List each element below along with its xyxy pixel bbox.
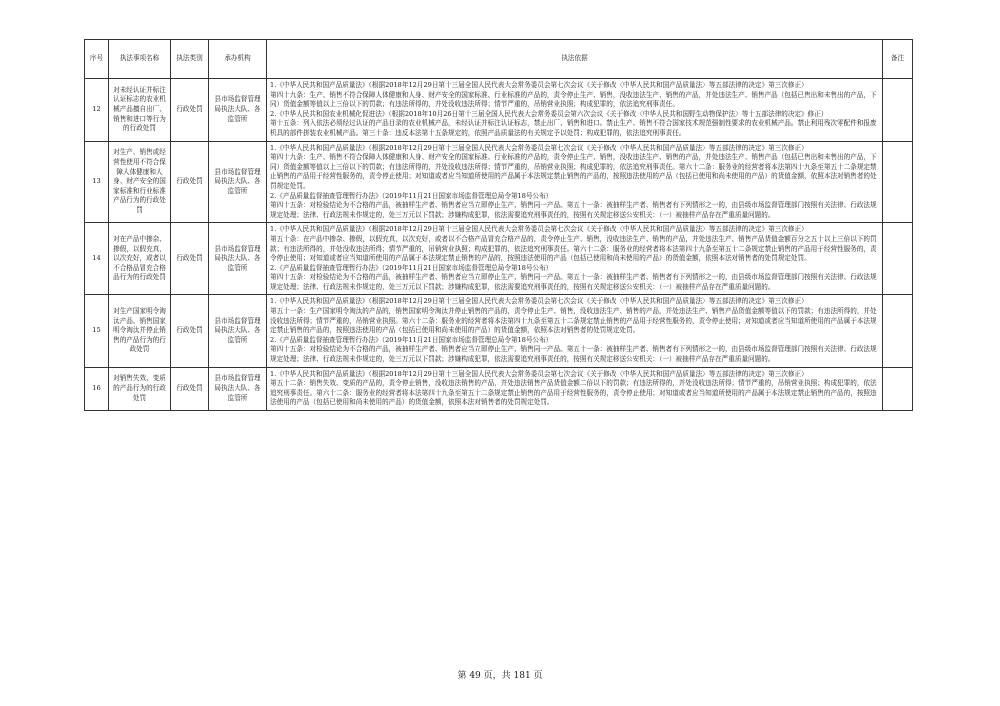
legal-basis [267,141,883,223]
handling-agency: 县市场监督管理局执法大队、各监管所 [209,79,267,142]
basis-paragraph: 第五十二条：销售失效、变质的产品的，责令停止销售，没收违法销售的产品，并处违法销售产品货值金额二倍以下的罚款；有违法所得的，并处没收违法所得；情节严重的，吊销营业执照；构成犯罪的，依法追究刑事责任。第六十二条：服务业的经营者将本法第四十九条至第五十二条规定禁止销售的产品用于经营性服务的，责令停止使用；对知道或者应当知道所使用的产品属于本法规定禁止销售的产品的，按照违法使用的产品（包括已使用和尚未使用的产品）的货值金额，依照本法对销售者的处罚规定处罚。 [270,379,877,407]
row-number: 12 [85,79,109,142]
row-number: 14 [85,223,109,295]
row-number: 16 [85,367,109,410]
enforcement-category: 行政处罚 [171,141,209,223]
note-cell [883,79,913,142]
legal-basis [267,295,883,367]
handling-agency: 县市场监督管理局执法大队、各监管所 [209,141,267,223]
col-header-no: 序号 [85,40,109,79]
handling-agency: 县市场监督管理局执法大队、各监管所 [209,367,267,410]
table-row [85,79,913,142]
item-name: 对生产国家明令淘汰产品、销售国家明令淘汰并停止销售的产品行为的行政处罚 [109,295,171,367]
note-cell [883,295,913,367]
item-name: 对销售失效、变质的产品行为的行政处罚 [109,367,171,410]
enforcement-category: 行政处罚 [171,223,209,295]
basis-paragraph: 2.《产品质量监督抽查管理暂行办法》（2019年11月21日国家市场监督管理总局令第18号公布） [270,191,553,200]
basis-paragraph: 1.《中华人民共和国产品质量法》（根据2018年12月29日第十三届全国人民代表大会常务委员会第七次会议《关于修改〈中华人民共和国产品质量法〉等五部法律的决定》第三次修正） [270,143,808,152]
basis-paragraph: 1.《中华人民共和国产品质量法》（根据2018年12月29日第十三届全国人民代表大会常务委员会第七次会议《关于修改〈中华人民共和国产品质量法〉等五部法律的决定》第三次修正） [270,297,808,306]
basis-paragraph: 1.《中华人民共和国产品质量法》（根据2018年12月29日第十三届全国人民代表大会常务委员会第七次会议《关于修改〈中华人民共和国产品质量法〉等五部法律的决定》第三次修正） [270,369,808,378]
basis-paragraph: 第四十五条：对检验结论为不合格的产品，被抽样生产者、销售者应当立即停止生产、销售同一产品。第五十一条：被抽样生产者、销售者有下列情形之一的，由县级市场监督管理部门按照有关法律、行政法规规定处理；法律、行政法规未作规定的，处三万元以下罚款；涉嫌构成犯罪，依法需要追究刑事责任的，按照有关规定移送公安机关：（一）被抽样产品存在严重质量问题的。 [270,273,877,291]
basis-paragraph: 第五十一条：生产国家明令淘汰的产品的，销售国家明令淘汰并停止销售的产品的，责令停止生产、销售，没收违法生产、销售的产品，并处违法生产、销售产品货值金额等值以下的罚款；有违法所得的，并处没收违法所得；情节严重的，吊销营业执照。第六十二条：服务业的经营者将本法第四十九条至第五十二条规定禁止销售的产品用于经营性服务的，责令停止使用；对知道或者应当知道所使用的产品属于本法规定禁止销售的产品的，按照违法使用的产品（包括已使用和尚未使用的产品）的货值金额，依照本法对销售者的处罚规定处罚。 [270,307,877,335]
table-row [85,367,913,410]
header-row [85,40,913,79]
row-number: 13 [85,141,109,223]
legal-basis [267,79,883,142]
note-cell [883,141,913,223]
item-name: 对未经认证并标注认证标志的农业机械产品擅自出厂、销售和进口等行为的行政处罚 [109,79,171,142]
basis-paragraph: 第十五条：列入依法必须经过认证的产品目录的农业机械产品，未经认证并标注认证标志，禁止出厂、销售和进口。禁止生产、销售不符合国家技术规范强制性要求的农业机械产品。禁止利用残次零配件和报废机具的部件拼装农业机械产品。第三十条：违反本法第十五条规定的，依照产品质量法的有关规定予以处罚；构成犯罪的，依法追究刑事责任。 [270,119,877,137]
col-header-category: 执法类别 [171,40,209,79]
col-header-item-name: 执法事项名称 [109,40,171,79]
enforcement-category: 行政处罚 [171,79,209,142]
basis-paragraph: 第四十九条：生产、销售不符合保障人体健康和人身、财产安全的国家标准、行业标准的产品的，责令停止生产、销售，没收违法生产、销售的产品，并处违法生产、销售产品（包括已售出和未售出的产品，下同）货值金额等值以上三倍以下的罚款；有违法所得的，并处没收违法所得；情节严重的，吊销营业执照；构成犯罪的，依法追究刑事责任。 [270,90,877,109]
table-row [85,223,913,295]
table-row [85,295,913,367]
note-cell [883,367,913,410]
basis-paragraph: 第五十条：在产品中掺杂、掺假，以假充真，以次充好，或者以不合格产品冒充合格产品的，责令停止生产、销售，没收违法生产、销售的产品，并处违法生产、销售产品货值金额百分之五十以上三倍以下的罚款；有违法所得的，并处没收违法所得；情节严重的，吊销营业执照；构成犯罪的，依法追究刑事责任。第六十二条：服务业的经营者将本法第四十九条至第五十二条规定禁止销售的产品用于经营性服务的，责令停止使用；对知道或者应当知道所使用的产品属于本法规定禁止销售的产品的，按照违法使用的产品（包括已使用和尚未使用的产品）的货值金额，依照本法对销售者的处罚规定处罚。 [270,234,877,263]
item-name: 对生产、销售或经营性使用不符合保障人体健康和人身、财产安全的国家标准和行业标准产品行为的行政处罚 [109,141,171,223]
legal-basis [267,223,883,295]
enforcement-category: 行政处罚 [171,367,209,410]
basis-paragraph: 1.《中华人民共和国产品质量法》（根据2018年12月29日第十三届全国人民代表大会常务委员会第七次会议《关于修改〈中华人民共和国产品质量法〉等五部法律的决定》第三次修正） [270,225,808,234]
basis-paragraph: 2.《产品质量监督抽查管理暂行办法》（2019年11月21日国家市场监督管理总局令第18号公布） [270,263,553,272]
basis-paragraph: 2.《中华人民共和国农业机械化促进法》（根据2018年10月26日第十三届全国人民代表大会常务委员会第六次会议《关于修改〈中华人民共和国野生动物保护法〉等十五部法律的决定》修正） [270,109,828,118]
handling-agency: 县市场监督管理局执法大队、各监管所 [209,223,267,295]
page-number-footer: 第 49 页，共 181 页 [457,671,543,681]
row-number: 15 [85,295,109,367]
col-header-agency: 承办机构 [209,40,267,79]
handling-agency: 县市场监督管理局执法大队、各监管所 [209,295,267,367]
basis-paragraph: 第四十九条：生产、销售不符合保障人体健康和人身、财产安全的国家标准、行业标准的产品的，责令停止生产、销售，没收违法生产、销售的产品，并处违法生产、销售产品（包括已售出和未售出的产品，下同）货值金额等值以上三倍以下的罚款；有违法所得的，并处没收违法所得；情节严重的，吊销营业执照；构成犯罪的，依法追究刑事责任。第六十二条：服务业的经营者将本法第四十九条至第五十二条规定禁止销售的产品用于经营性服务的，责令停止使用；对知道或者应当知道所使用的产品属于本法规定禁止销售的产品的，按照违法使用的产品（包括已使用和尚未使用的产品）的货值金额，依照本法对销售者的处罚规定处罚。 [270,153,877,190]
note-cell [883,223,913,295]
enforcement-category: 行政处罚 [171,295,209,367]
legal-basis [267,367,883,410]
table-row [85,141,913,223]
item-name: 对在产品中掺杂、掺假，以假充真，以次充好，或者以不合格品冒充合格品行为的行政处罚 [109,223,171,295]
basis-paragraph: 2.《产品质量监督抽查管理暂行办法》（2019年11月21日国家市场监督管理总局令第18号公布） [270,335,553,344]
law-enforcement-table [84,39,913,411]
basis-paragraph: 1.《中华人民共和国产品质量法》（根据2018年12月29日第十三届全国人民代表大会常务委员会第七次会议《关于修改〈中华人民共和国产品质量法〉等五部法律的决定》第三次修正） [270,81,808,89]
col-header-note: 备注 [883,40,913,79]
basis-paragraph: 第四十五条：对检验结论为不合格的产品，被抽样生产者、销售者应当立即停止生产、销售同一产品。第五十一条：被抽样生产者、销售者有下列情形之一的，由县级市场监督管理部门按照有关法律、行政法规规定处理；法律、行政法规未作规定的，处三万元以下罚款；涉嫌构成犯罪，依法需要追究刑事责任的，按照有关规定移送公安机关：（一）被抽样产品存在严重质量问题的。 [270,345,877,364]
col-header-legal-basis: 执法依据 [267,40,883,79]
basis-paragraph: 第四十五条：对检验结论为不合格的产品，被抽样生产者、销售者应当立即停止生产、销售同一产品。第五十一条：被抽样生产者、销售者有下列情形之一的，由县级市场监督管理部门按照有关法律、行政法规规定处理；法律、行政法规未作规定的，处三万元以下罚款；涉嫌构成犯罪，依法需要追究刑事责任的，按照有关规定移送公安机关：（一）被抽样产品存在严重质量问题的。 [270,201,877,219]
